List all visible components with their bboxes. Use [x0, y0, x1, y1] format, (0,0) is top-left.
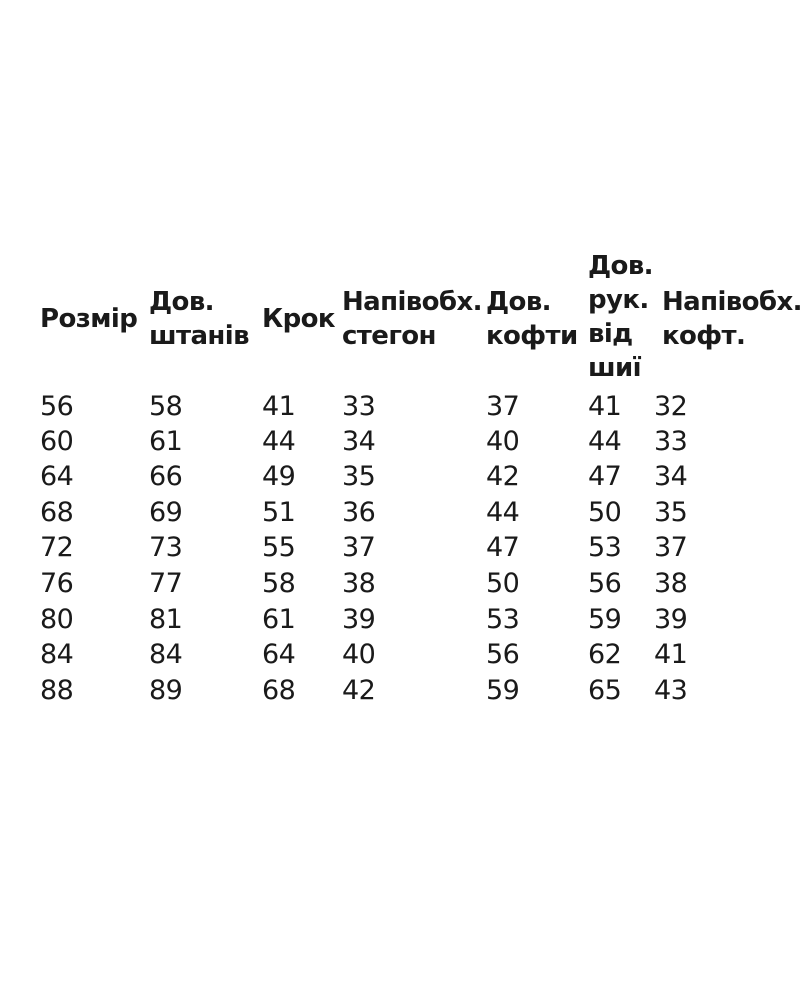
table-cell: 35 — [342, 461, 376, 492]
table-cell: 40 — [486, 426, 520, 457]
table-cell: 32 — [654, 391, 688, 422]
table-cell: 56 — [588, 568, 622, 599]
header-half-hip-line: Напівобх. — [342, 287, 482, 317]
table-cell: 42 — [486, 461, 520, 492]
table-cell: 58 — [149, 391, 183, 422]
table-cell: 37 — [342, 532, 376, 563]
header-half-hip — [342, 285, 482, 353]
header-half-hip-line: стегон — [342, 321, 436, 351]
header-half-top-line: кофт. — [662, 321, 746, 351]
table-cell: 39 — [342, 604, 376, 635]
table-cell: 81 — [149, 604, 183, 635]
header-top-length-line: кофти — [486, 321, 578, 351]
header-sleeve-length-line: Дов. — [588, 251, 653, 281]
header-top-length-line: Дов. — [486, 287, 551, 317]
table-cell: 37 — [654, 532, 688, 563]
table-cell: 36 — [342, 497, 376, 528]
table-cell: 73 — [149, 532, 183, 563]
header-half-top — [662, 285, 802, 353]
table-cell: 42 — [342, 675, 376, 706]
table-cell: 84 — [40, 639, 74, 670]
table-cell: 68 — [262, 675, 296, 706]
header-size-line: Розмір — [40, 304, 138, 334]
table-cell: 47 — [588, 461, 622, 492]
table-cell: 35 — [654, 497, 688, 528]
table-cell: 58 — [262, 568, 296, 599]
header-pants-length-line: штанів — [149, 321, 249, 351]
table-cell: 44 — [486, 497, 520, 528]
header-sleeve-length — [588, 249, 653, 385]
table-cell: 61 — [262, 604, 296, 635]
header-pants-length-line: Дов. — [149, 287, 214, 317]
table-cell: 72 — [40, 532, 74, 563]
table-cell: 56 — [40, 391, 74, 422]
table-cell: 41 — [588, 391, 622, 422]
table-cell: 47 — [486, 532, 520, 563]
table-cell: 55 — [262, 532, 296, 563]
table-cell: 61 — [149, 426, 183, 457]
table-cell: 38 — [342, 568, 376, 599]
table-cell: 41 — [262, 391, 296, 422]
table-cell: 40 — [342, 639, 376, 670]
table-cell: 53 — [588, 532, 622, 563]
table-cell: 65 — [588, 675, 622, 706]
header-crotch-line: Крок — [262, 304, 335, 334]
table-cell: 66 — [149, 461, 183, 492]
table-cell: 59 — [486, 675, 520, 706]
table-cell: 33 — [654, 426, 688, 457]
table-cell: 64 — [262, 639, 296, 670]
table-cell: 41 — [654, 639, 688, 670]
header-crotch — [262, 302, 335, 336]
table-cell: 60 — [40, 426, 74, 457]
header-pants-length — [149, 285, 249, 353]
table-cell: 34 — [654, 461, 688, 492]
header-half-top-line: Напівобх. — [662, 287, 802, 317]
table-cell: 80 — [40, 604, 74, 635]
table-cell: 50 — [588, 497, 622, 528]
table-cell: 53 — [486, 604, 520, 635]
header-sleeve-length-line: рук. — [588, 285, 649, 315]
header-sleeve-length-line: від — [588, 319, 633, 349]
table-cell: 62 — [588, 639, 622, 670]
table-cell: 89 — [149, 675, 183, 706]
table-cell: 34 — [342, 426, 376, 457]
table-cell: 44 — [588, 426, 622, 457]
table-cell: 39 — [654, 604, 688, 635]
table-cell: 37 — [486, 391, 520, 422]
table-cell: 51 — [262, 497, 296, 528]
table-cell: 68 — [40, 497, 74, 528]
table-cell: 88 — [40, 675, 74, 706]
header-size — [40, 302, 137, 336]
table-cell: 50 — [486, 568, 520, 599]
table-cell: 38 — [654, 568, 688, 599]
table-cell: 43 — [654, 675, 688, 706]
table-cell: 44 — [262, 426, 296, 457]
table-cell: 69 — [149, 497, 183, 528]
table-cell: 84 — [149, 639, 183, 670]
table-cell: 76 — [40, 568, 74, 599]
header-top-length — [486, 285, 578, 353]
table-cell: 77 — [149, 568, 183, 599]
header-sleeve-length-line: шиї — [588, 353, 641, 383]
table-cell: 33 — [342, 391, 376, 422]
table-cell: 56 — [486, 639, 520, 670]
table-cell: 59 — [588, 604, 622, 635]
table-cell: 49 — [262, 461, 296, 492]
table-cell: 64 — [40, 461, 74, 492]
